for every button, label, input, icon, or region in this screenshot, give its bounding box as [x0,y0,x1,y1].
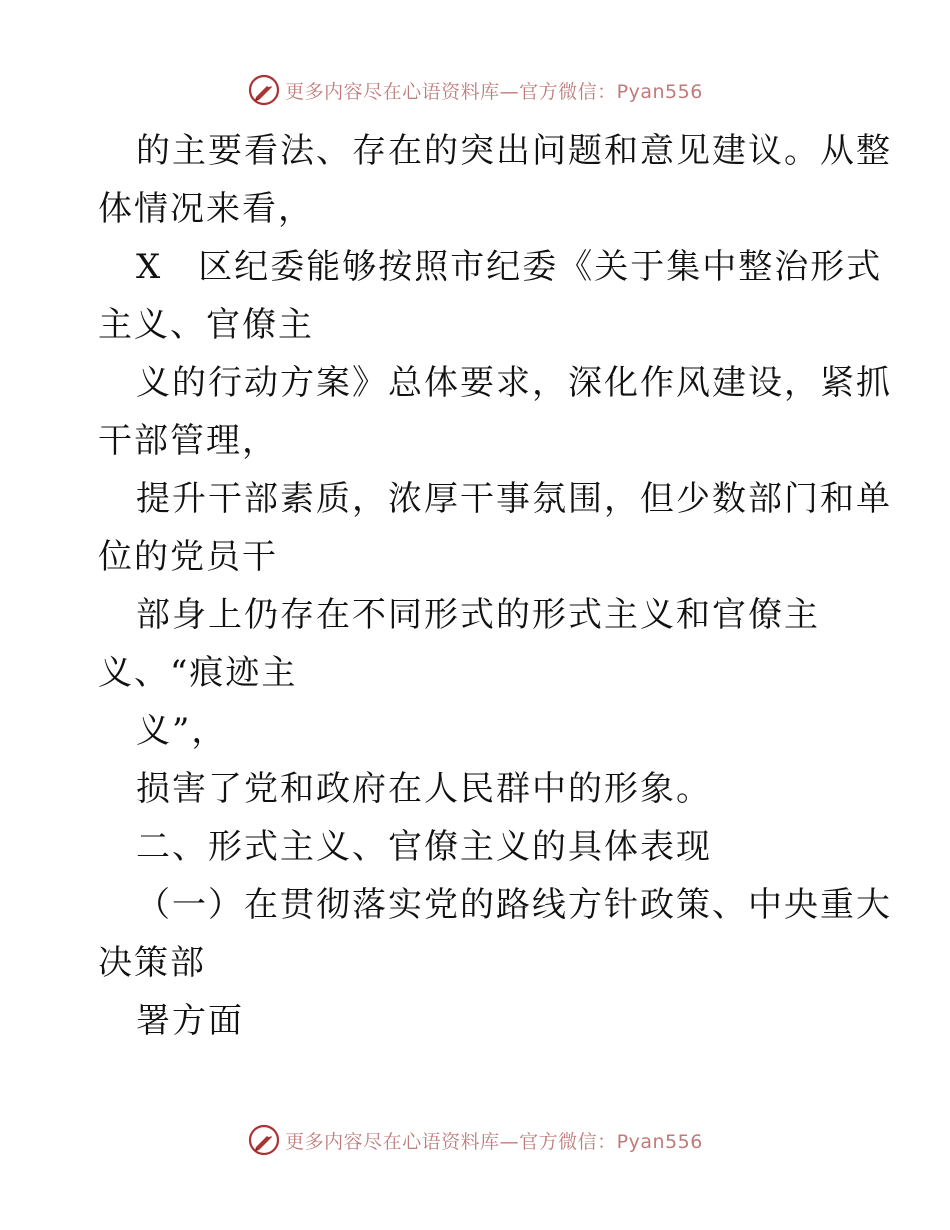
text-line: 损害了党和政府在人民群中的形象。 [136,769,712,809]
header-watermark [0,70,950,110]
text-line: X 区纪委能够按照市纪委《关于集中整治形式 [136,247,883,287]
text-line: 决策部 [98,943,206,983]
text-line: 体情况来看， [98,189,314,229]
watermark-text: 更多内容尽在心语资料库—官方微信：Pyan556 [285,80,703,103]
text-line: 署方面 [136,1001,244,1041]
text-line: 义的行动方案》总体要求，深化作风建设，紧抓 [136,363,892,403]
text-line: 部身上仍存在不同形式的形式主义和官僚主 [136,595,820,635]
text-line: 主义、官僚主 [98,305,314,345]
text-line: 二、形式主义、官僚主义的具体表现 [136,827,712,867]
document-body [98,122,892,1050]
pen-logo-icon [247,73,281,107]
text-line: 位的党员干 [98,537,278,577]
text-line: 义”， [136,711,228,751]
text-line: 义、“痕迹主 [98,653,298,693]
text-line: 干部管理， [98,421,278,461]
footer-watermark [0,1120,950,1160]
text-line: 提升干部素质，浓厚干事氛围，但少数部门和单 [136,479,892,519]
text-line: 的主要看法、存在的突出问题和意见建议。从整 [136,131,892,171]
watermark-text: 更多内容尽在心语资料库—官方微信：Pyan556 [285,1130,703,1153]
pen-logo-icon [247,1123,281,1157]
text-line: （一）在贯彻落实党的路线方针政策、中央重大 [136,885,892,925]
